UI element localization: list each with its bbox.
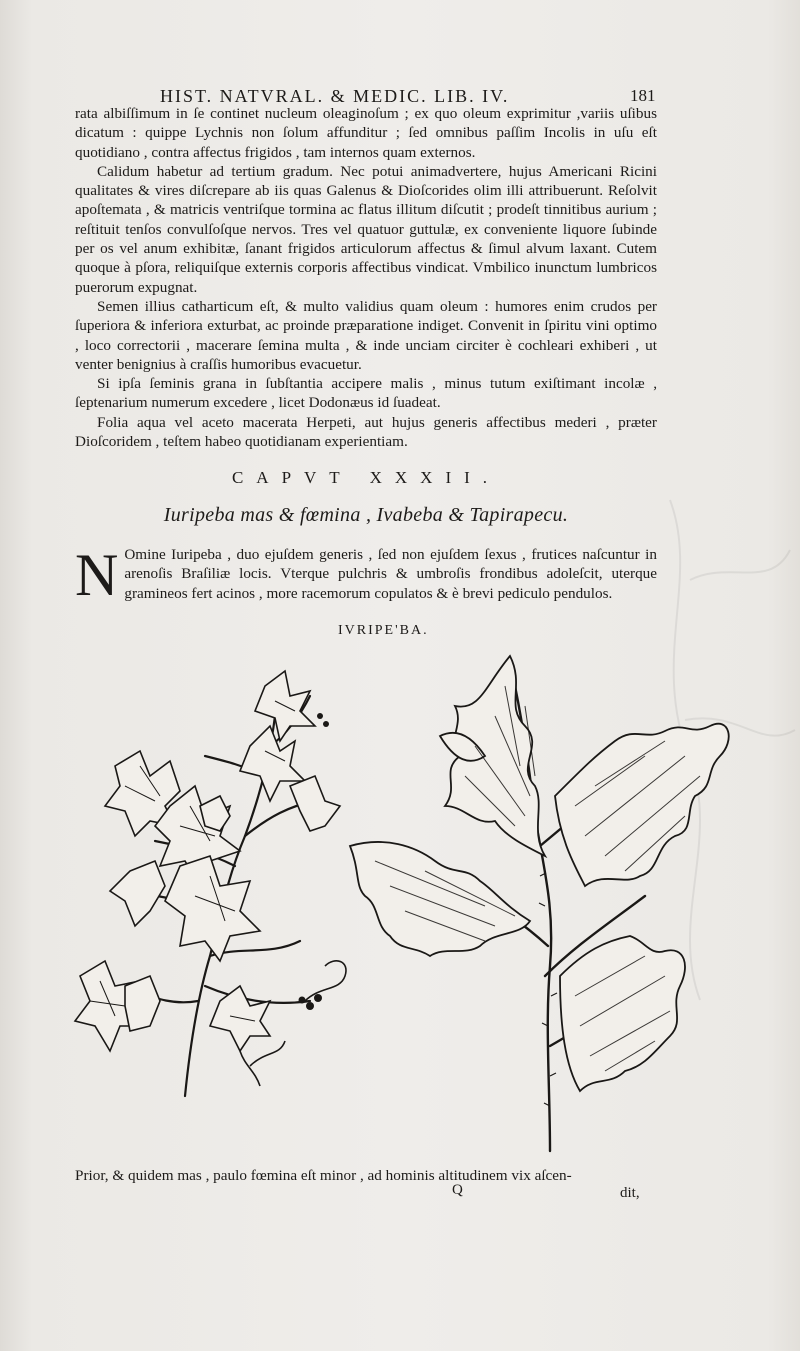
page-number: 181: [630, 86, 656, 105]
vine-plant-illustration: [70, 656, 350, 1146]
signature-mark: Q: [452, 1182, 463, 1198]
thistle-plant-illustration: [345, 646, 740, 1161]
running-title: HIST. NATVRAL. & MEDIC. LIB. IV.: [160, 86, 510, 106]
intro-text: Omine Iuripeba , duo ejuſdem generis , ſed non ejuſdem ſexus , frutices naſcuntur in arenoſis Braſiliæ locis. Vterque pulchris & umbroſis frondibus adoleſcit, uterque gramineos fert acinos , more racemorum copulatos & è brevi pediculo pendulos.: [124, 546, 657, 602]
chapter-subtitle: Iuripeba mas & fœmina , Ivabeba & Tapirapecu.: [163, 504, 569, 526]
text-block-top: [75, 104, 657, 451]
chapter-intro: [75, 542, 657, 608]
paragraph: Calidum habetur ad tertium gradum. Nec potui animadvertere, hujus Americani Ricini qualitates & vires diſcrepare ab iis quas Galenus & Dioſcorides olim illi attribuerunt. Reſolvit apoſtemata , & matricis ventriſque tormina ac flatus illitum diſcutit ; prodeſt tinnitibus aurium ; reſtituit tenſos convulſoſque nervos. Tres vel quatuor guttulæ, ex conveniente liquore ſubinde per os vel anum exhibitæ, ſanant frigidos articulorum affectus & ſimul alvum laxant. Cutem quoque à pſora, reliquiſque externis corporis affectibus vindicat. Vmbilico inunctum lumbricos puerorum expugnat.: [75, 162, 657, 296]
paragraph: Si ipſa ſeminis grana in ſubſtantia accipere malis , minus tutum exiſtimant incolæ , ſeptenarium numerum excedere , licet Dodonæus id ſuadeat.: [75, 375, 657, 412]
figure-label: IVRIPE'BA.: [338, 623, 429, 638]
paragraph: Semen illius catharticum eſt, & multo validius quam oleum : humores enim crudos per ſuperiora & inferiora exturbat, ac proinde præparatione indiget. Convenit in ſpiritu vini optimo , loco correctorii , macerare ſemina multa , & inde unciam circiter è cochleari exhiberi , ut venter benignius à craſſis humoribus evacuetur.: [75, 297, 657, 373]
drop-capital: N: [75, 542, 119, 608]
chapter-heading: CAPVT XXXII.: [231, 468, 501, 487]
paragraph: rata albiſſimum in ſe continet nucleum oleaginoſum ; ex quo oleum exprimitur ,variis uſibus dicatum : quippe Lychnis non ſolum affunditur ; ſed omnibus paſſim Incolis in uſu eſt quotidiano , contra affectus frigidos , tam internos quam externos.: [75, 105, 657, 161]
bottom-line: Prior, & quidem mas , paulo fœmina eſt minor , ad hominis altitudinem vix aſcen-: [75, 1167, 572, 1184]
catchword: dit,: [620, 1185, 640, 1201]
paragraph: Folia aqua vel aceto macerata Herpeti, aut hujus generis affectibus mederi , præter Dioſcoridem , teſtem habeo quotidianam experientiam.: [75, 413, 657, 451]
